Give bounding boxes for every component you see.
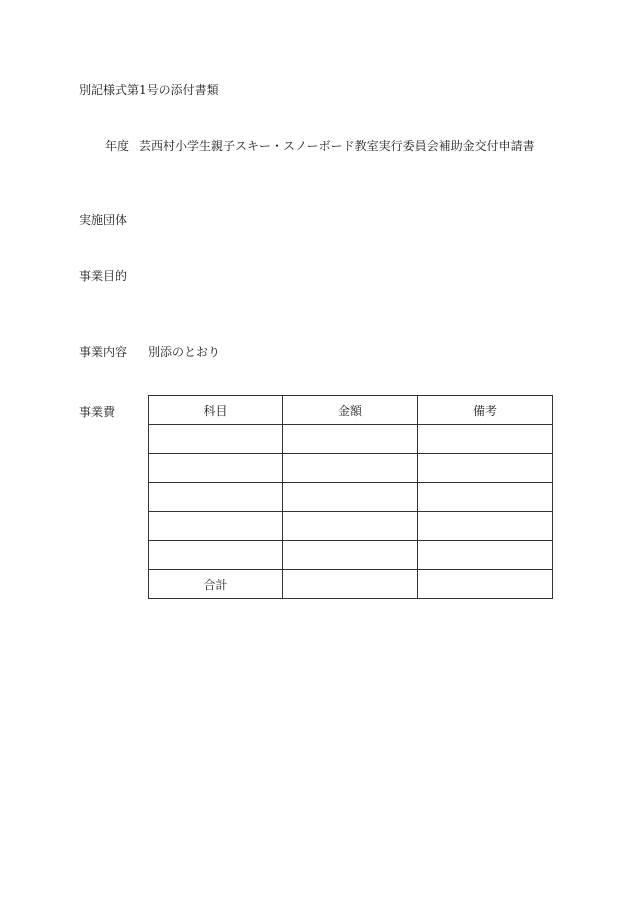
amount-cell[interactable] [283, 512, 418, 541]
organization-label: 実施団体 [79, 213, 128, 227]
subject-cell[interactable] [149, 454, 283, 483]
table-row [149, 454, 553, 483]
content-value: 別添のとおり [148, 345, 221, 359]
remarks-cell[interactable] [418, 454, 553, 483]
total-amount-cell[interactable] [283, 570, 418, 599]
remarks-cell[interactable] [418, 483, 553, 512]
year-label: 年度 [105, 139, 130, 153]
title-text: 芸西村小学生親子スキー・スノーボード教室実行委員会補助金交付申請書 [139, 139, 535, 153]
total-row [149, 570, 553, 599]
document-title [105, 137, 535, 154]
remarks-cell[interactable] [418, 541, 553, 570]
amount-cell[interactable] [283, 425, 418, 454]
purpose-label: 事業目的 [79, 269, 128, 283]
subject-cell[interactable] [149, 425, 283, 454]
amount-cell[interactable] [283, 541, 418, 570]
table-row [149, 483, 553, 512]
table-row [149, 512, 553, 541]
subject-cell[interactable] [149, 483, 283, 512]
header-subject: 科目 [149, 396, 283, 425]
amount-cell[interactable] [283, 483, 418, 512]
header-remarks: 備考 [418, 396, 553, 425]
header-amount: 金額 [283, 396, 418, 425]
subject-cell[interactable] [149, 541, 283, 570]
cost-table-header-row [149, 396, 553, 425]
total-label: 合計 [149, 570, 283, 599]
remarks-cell[interactable] [418, 425, 553, 454]
remarks-cell[interactable] [418, 512, 553, 541]
subject-cell[interactable] [149, 512, 283, 541]
form-reference: 別記様式第1号の添付書類 [79, 83, 219, 97]
cost-label: 事業費 [79, 405, 116, 419]
total-remarks-cell[interactable] [418, 570, 553, 599]
cost-table [148, 395, 553, 599]
amount-cell[interactable] [283, 454, 418, 483]
table-row [149, 425, 553, 454]
table-row [149, 541, 553, 570]
content-label: 事業内容 [79, 345, 128, 359]
